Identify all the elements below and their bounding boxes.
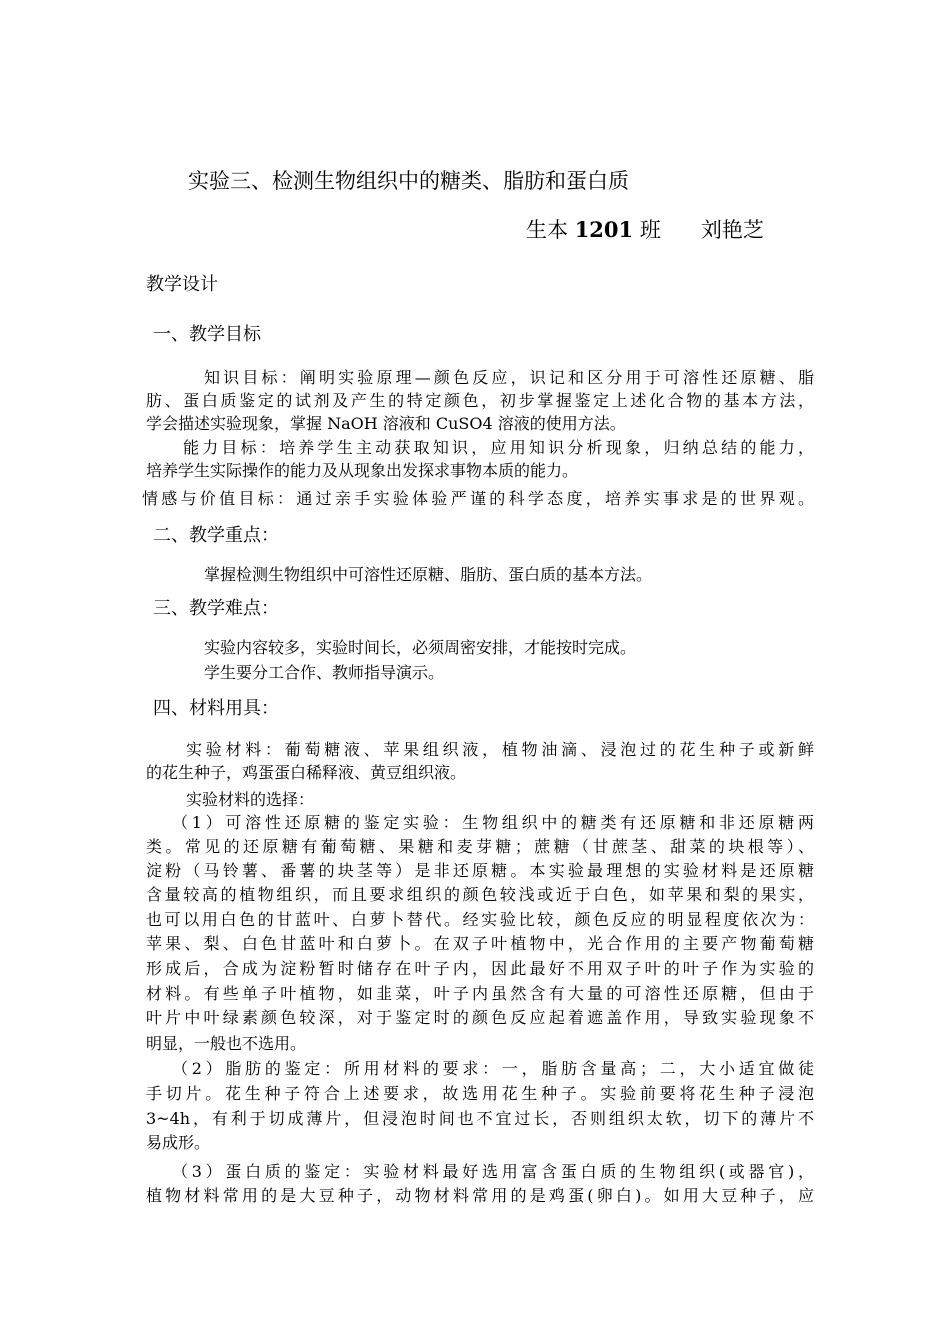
paragraph-line: 苹果、梨、白色甘蓝叶和白萝卜。在双子叶植物中，光合作用的主要产物葡萄糖: [146, 934, 814, 953]
paragraph-line: 含量较高的植物组织，而且要求组织的颜色较浅或近于白色，如苹果和梨的果实，: [146, 885, 814, 904]
paragraph-line: 肪、蛋白质鉴定的试剂及产生的特定颜色，初步掌握鉴定上述化合物的基本方法，: [146, 391, 814, 410]
paragraph-line: 形成后，合成为淀粉暂时储存在叶子内，因此最好不用双子叶的叶子作为实验的: [146, 959, 814, 978]
paragraph-line: 也可以用白色的甘蓝叶、白萝卜替代。经实验比较，颜色反应的明显程度依次为：: [146, 910, 814, 929]
paragraph-line: 明显，一般也不选用。: [146, 1034, 307, 1053]
paragraph-line: 类。常见的还原糖有葡萄糖、果糖和麦芽糖；蔗糖（甘蔗茎、甜菜的块根等）、: [146, 837, 814, 856]
paragraph-line: 3~4h，有利于切成薄片，但浸泡时间也不宜过长，否则组织太软，切下的薄片不: [146, 1109, 814, 1128]
author-class-number: 1201: [574, 217, 634, 242]
author-line: [526, 215, 764, 245]
heading-teaching-goals: 一、教学目标: [153, 324, 261, 345]
paragraph-line: 淀粉（马铃薯、番薯的块茎等）是非还原糖。本实验最理想的实验材料是还原糖: [146, 861, 814, 880]
paragraph-line: 实验内容较多，实验时间长，必须周密安排，才能按时完成。: [204, 638, 637, 657]
paragraph-line: 能力目标：培养学生主动获取知识，应用知识分析现象，归纳总结的能力，: [183, 438, 814, 457]
heading-key-points: 二、教学重点：: [153, 525, 279, 546]
paragraph-line: 掌握检测生物组织中可溶性还原糖、脂肪、蛋白质的基本方法。: [204, 565, 653, 584]
paragraph-line: 实验材料：葡萄糖液、苹果组织液，植物油滴、浸泡过的花生种子或新鲜: [186, 740, 814, 759]
paragraph-line: 手切片。花生种子符合上述要求，故选用花生种子。实验前要将花生种子浸泡: [146, 1084, 814, 1103]
paragraph-line: （2）脂肪的鉴定：所用材料的要求：一，脂肪含量高；二，大小适宜做徒: [172, 1059, 814, 1078]
heading-difficulties: 三、教学难点：: [153, 598, 279, 619]
author-name-spacer: [668, 218, 695, 242]
paragraph-line: 学生要分工合作、教师指导演示。: [204, 663, 445, 682]
section-subtitle: 教学设计: [146, 274, 218, 295]
author-class-suffix: 班: [639, 218, 661, 242]
paragraph-line: 植物材料常用的是大豆种子，动物材料常用的是鸡蛋(卵白)。如用大豆种子，应: [146, 1186, 814, 1205]
author-name: 刘艳芝: [700, 218, 764, 242]
document-title: 实验三、检测生物组织中的糖类、脂肪和蛋白质: [188, 169, 629, 193]
paragraph-line: 培养学生实际操作的能力及从现象出发探求事物本质的能力。: [146, 461, 579, 480]
paragraph-line: 材料。有些单子叶植物，如韭菜，叶子内虽然含有大量的可溶性还原糖，但由于: [146, 984, 814, 1003]
paragraph-line: （1）可溶性还原糖的鉴定实验：生物组织中的糖类有还原糖和非还原糖两: [172, 813, 814, 832]
heading-materials: 四、材料用具：: [153, 698, 279, 719]
paragraph-line: 知识目标：阐明实验原理—颜色反应，识记和区分用于可溶性还原糖、脂: [204, 368, 814, 387]
paragraph-line: 学会描述实验现象，掌握 NaOH 溶液和 CuSO4 溶液的使用方法。: [146, 414, 626, 433]
paragraph-line: （3）蛋白质的鉴定：实验材料最好选用富含蛋白质的生物组织(或器官)，: [172, 1162, 814, 1181]
paragraph-line: 实验材料的选择：: [186, 790, 315, 809]
paragraph-line: 的花生种子，鸡蛋蛋白稀释液、黄豆组织液。: [146, 763, 467, 782]
author-class-prefix: 生本: [526, 218, 568, 242]
paragraph-line: 易成形。: [146, 1133, 211, 1152]
paragraph-line: 叶片中叶绿素颜色较深，对于鉴定时的颜色反应起着遮盖作用，导致实验现象不: [146, 1008, 814, 1027]
paragraph-line: 情感与价值目标：通过亲手实验体验严谨的科学态度，培养实事求是的世界观。: [142, 489, 814, 508]
